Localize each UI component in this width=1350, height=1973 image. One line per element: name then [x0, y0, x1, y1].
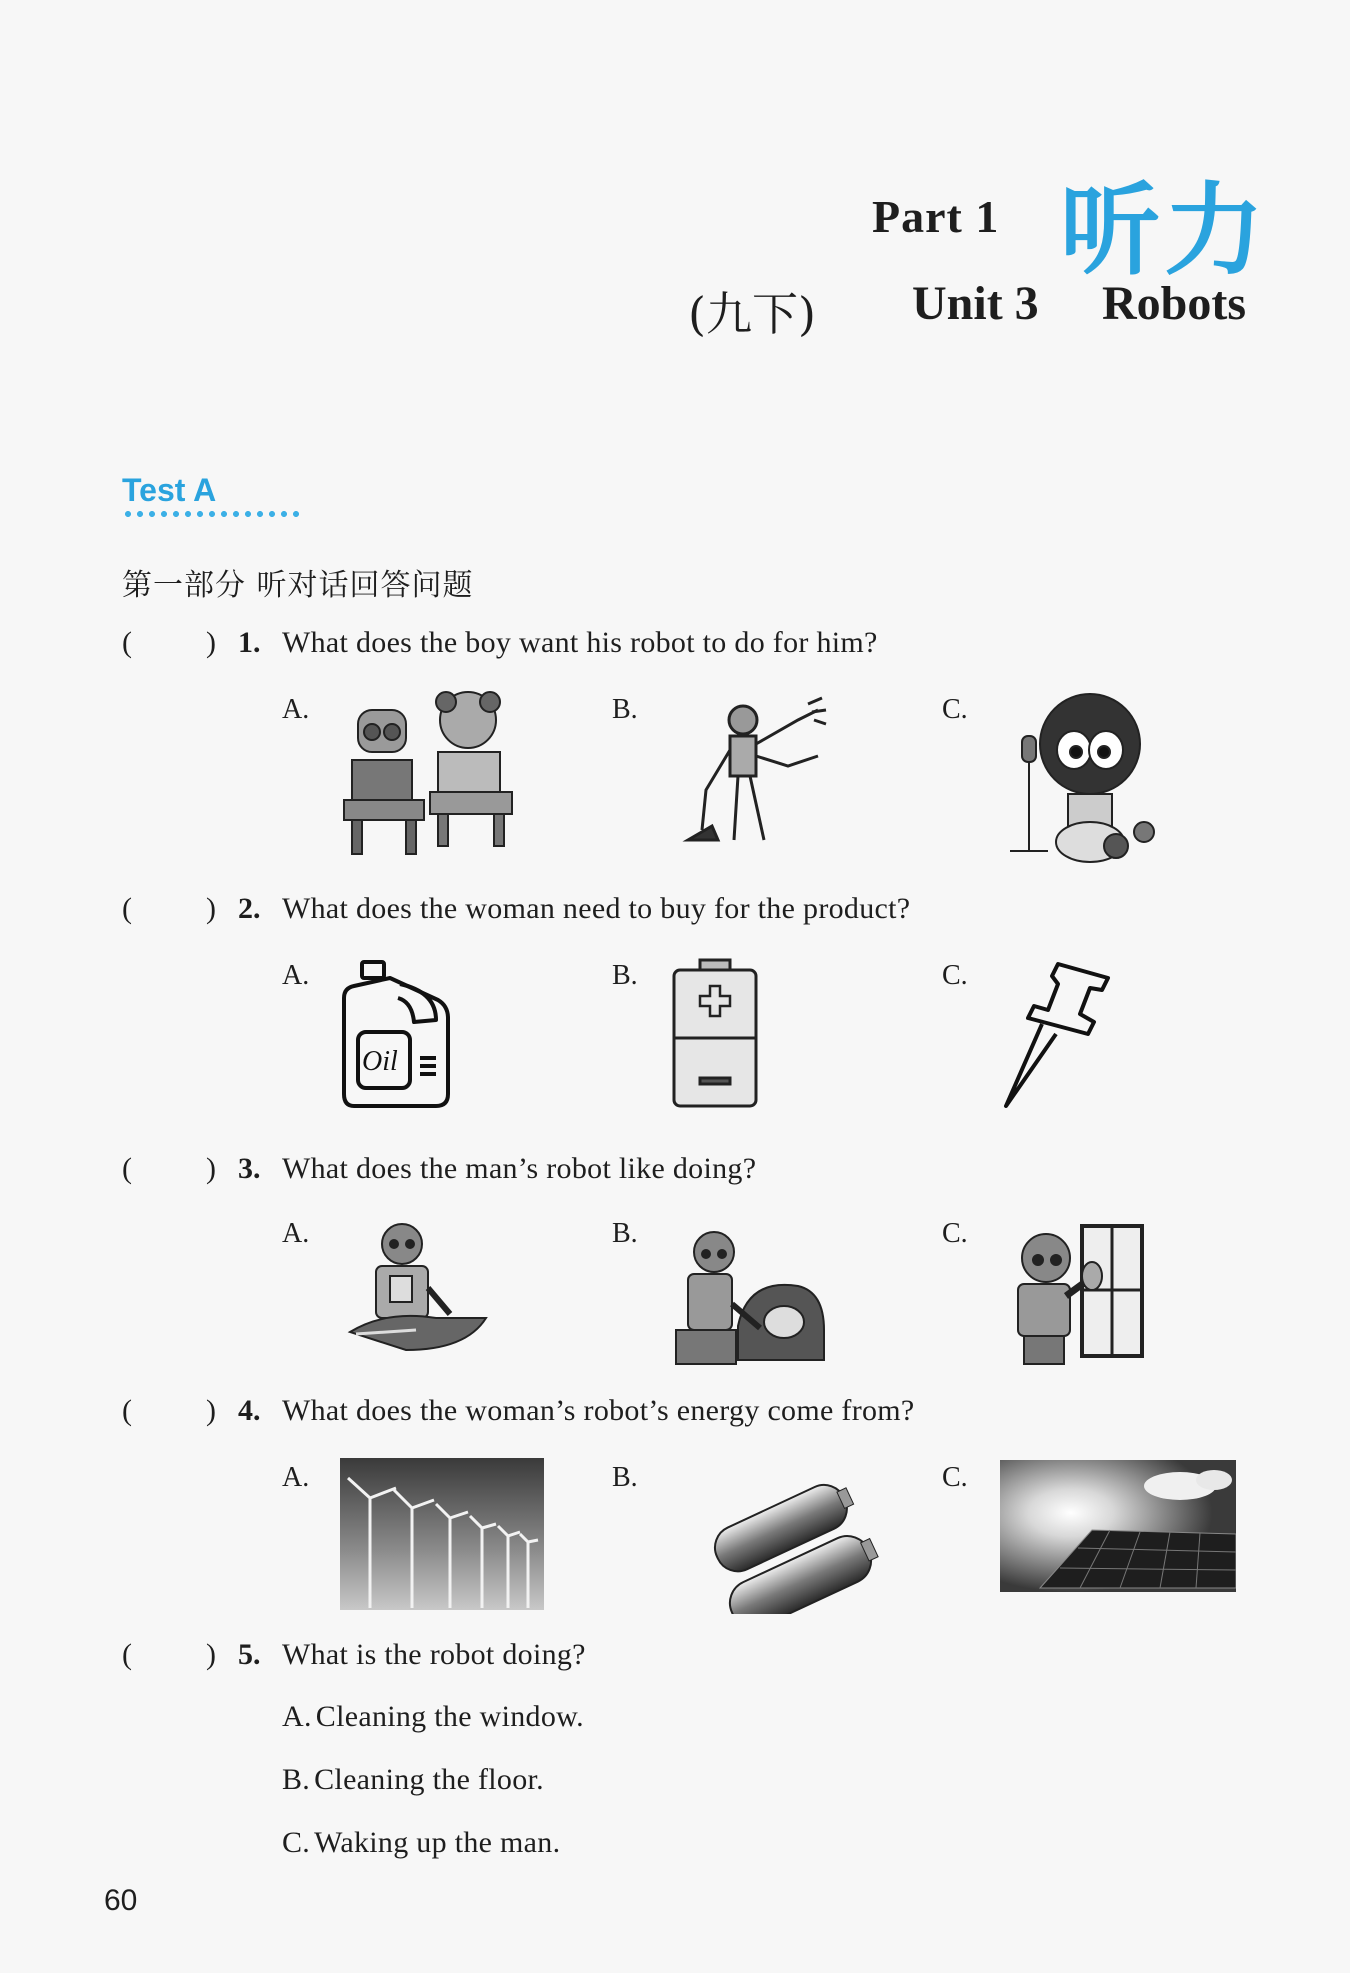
answer-blank-close: ) — [206, 1394, 216, 1427]
option-letter: A. — [282, 694, 310, 725]
option-b[interactable] — [282, 1763, 544, 1797]
question-number: 5. — [238, 1638, 261, 1671]
page-number: 60 — [104, 1884, 138, 1917]
option-letter: A. — [282, 1462, 310, 1493]
question-number: 1. — [238, 626, 261, 659]
robot-cleaning-icon[interactable] — [668, 690, 848, 860]
option-letter: B. — [612, 1218, 638, 1249]
option-a[interactable] — [282, 1700, 584, 1734]
oil-label: Oil — [362, 1046, 398, 1077]
unit-label: Unit 3 — [912, 277, 1039, 330]
answer-blank-open[interactable]: ( — [122, 1394, 132, 1427]
option-letter: A. — [282, 1218, 310, 1249]
option-letter: B. — [612, 694, 638, 725]
question-number: 4. — [238, 1394, 261, 1427]
unit-title: Robots — [1102, 277, 1247, 330]
question-text: What does the boy want his robot to do for him? — [282, 626, 878, 659]
answer-blank-open[interactable]: ( — [122, 1152, 132, 1185]
option-letter: B. — [612, 1462, 638, 1493]
option-text: Cleaning the floor. — [314, 1763, 544, 1796]
robot-singing-icon[interactable] — [998, 686, 1168, 866]
option-text: Cleaning the window. — [315, 1700, 584, 1733]
question-text: What is the robot doing? — [282, 1638, 586, 1671]
section-title: 第一部分 听对话回答问题 — [122, 568, 474, 603]
answer-blank-open[interactable]: ( — [122, 1638, 132, 1671]
solar-panel-photo[interactable] — [1000, 1460, 1236, 1592]
option-text: Waking up the man. — [314, 1826, 561, 1859]
answer-blank-close: ) — [206, 626, 216, 659]
oil-can-icon[interactable] — [340, 958, 455, 1110]
dotted-underline — [122, 510, 302, 518]
option-letter: C. — [282, 1826, 311, 1859]
robot-and-girl-reading-icon[interactable] — [338, 690, 538, 860]
robot-baby-care-icon[interactable] — [668, 1230, 828, 1365]
answer-blank-open[interactable]: ( — [122, 626, 132, 659]
pushpin-icon[interactable] — [998, 958, 1118, 1118]
part-label: Part 1 — [872, 191, 1000, 242]
wind-turbines-photo[interactable] — [340, 1458, 544, 1610]
question-text: What does the woman need to buy for the product? — [282, 892, 911, 925]
battery-icon[interactable] — [670, 958, 760, 1110]
option-letter: B. — [282, 1763, 311, 1796]
batteries-photo[interactable] — [686, 1464, 886, 1614]
option-letter: C. — [942, 1218, 968, 1249]
answer-blank-close: ) — [206, 892, 216, 925]
question-number: 2. — [238, 892, 261, 925]
robot-ironing-icon[interactable] — [346, 1222, 491, 1357]
option-letter: C. — [942, 1462, 968, 1493]
robot-window-cleaning-icon[interactable] — [1006, 1222, 1146, 1367]
part-title-chinese: 听力 — [1060, 172, 1268, 289]
test-label: Test A — [122, 472, 217, 508]
option-letter: C. — [942, 694, 968, 725]
question-text: What does the man’s robot like doing? — [282, 1152, 757, 1185]
option-letter: A. — [282, 960, 310, 991]
option-c[interactable] — [282, 1826, 560, 1860]
question-text: What does the woman’s robot’s energy come from? — [282, 1394, 915, 1427]
answer-blank-close: ) — [206, 1638, 216, 1671]
answer-blank-close: ) — [206, 1152, 216, 1185]
option-letter: C. — [942, 960, 968, 991]
answer-blank-open[interactable]: ( — [122, 892, 132, 925]
option-letter: B. — [612, 960, 638, 991]
option-letter: A. — [282, 1700, 312, 1733]
question-number: 3. — [238, 1152, 261, 1185]
grade-label: (九下) — [688, 287, 816, 341]
